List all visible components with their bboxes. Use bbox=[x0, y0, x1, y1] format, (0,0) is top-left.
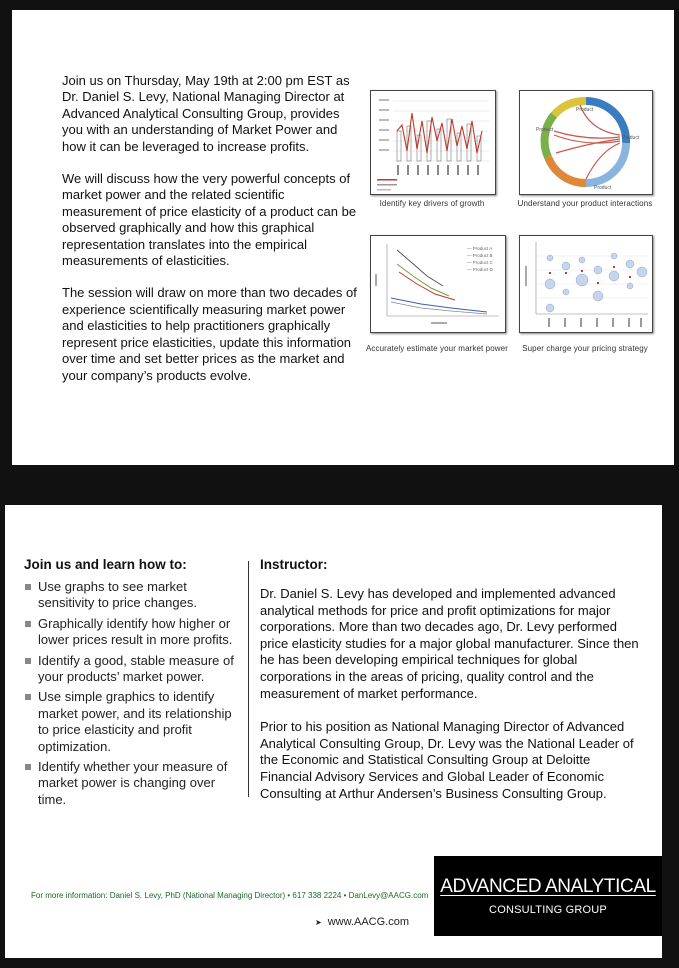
caption-market-power: Accurately estimate your market power bbox=[366, 344, 508, 353]
bullet-square-icon bbox=[25, 621, 31, 627]
intro-paragraph-3: The session will draw on more than two decades of experience scientifically measuring market power and elasticities to help practitioners graphically represent price elasticities, update this information over time and set better prices as the market and your company’s products evolve. bbox=[62, 285, 357, 383]
svg-text:Product: Product bbox=[622, 135, 640, 141]
arrow-icon: ➤ bbox=[315, 918, 322, 927]
list-item: Use simple graphics to identify market power, and its relationship to price elasticity and profit optimization. bbox=[24, 689, 239, 755]
list-item: Graphically identify how higher or lower prices result in more profits. bbox=[24, 616, 239, 649]
thumbnail-market-power-chart bbox=[370, 235, 506, 333]
list-item: Identify a good, stable measure of your products’ market power. bbox=[24, 653, 239, 686]
caption-interactions: Understand your product interactions bbox=[517, 199, 653, 208]
bio-paragraph-2: Prior to his position as National Managing Director of Advanced Analytical Consulting Group, Dr. Levy was the National Leader of the Economic and Statistical Consulting Group at Deloitte Financial Advisory Services and Global Leader of Economic Consulting at Arthur Andersen’s Business Consulting Group. bbox=[260, 719, 634, 801]
thumbnail-interaction-diagram bbox=[519, 90, 653, 195]
svg-text:Product: Product bbox=[576, 107, 594, 113]
svg-text:— Product B: — Product B bbox=[467, 253, 493, 258]
intro-text bbox=[62, 73, 362, 400]
caption-pricing: Super charge your pricing strategy bbox=[522, 344, 648, 353]
top-panel bbox=[12, 10, 674, 465]
bullet-square-icon bbox=[25, 694, 31, 700]
learn-column bbox=[24, 557, 239, 812]
instructor-column bbox=[260, 557, 640, 819]
website-link[interactable]: www.AACG.com bbox=[327, 916, 409, 928]
company-logo bbox=[434, 856, 662, 936]
list-item: Identify whether your measure of market power is changing over time. bbox=[24, 759, 239, 808]
website-line[interactable] bbox=[315, 916, 409, 928]
learn-heading: Join us and learn how to: bbox=[24, 557, 187, 572]
svg-text:— Product C: — Product C bbox=[467, 260, 493, 265]
bottom-panel bbox=[5, 505, 662, 958]
contact-info: For more information: Daniel S. Levy, PhD (National Managing Director) • 617 338 2224 • DanLevy@AACG.com bbox=[31, 891, 429, 900]
intro-paragraph-1: Join us on Thursday, May 19th at 2:00 pm EST as Dr. Daniel S. Levy, National Managing Director at Advanced Analytical Consulting Group, provides you with an understanding of Market Power and how it can be leveraged to increase profits. bbox=[62, 73, 350, 154]
bio-paragraph-1: Dr. Daniel S. Levy has developed and implemented advanced analytical methods for price and profit optimizations for major corporations. More than two decades ago, Dr. Levy performed price elasticity studies for a major global manufacturer. Since then he has been developing empirical techniques for global corporations in the areas of pricing, quality control and the measurement of market performance. bbox=[260, 586, 639, 701]
svg-text:Product: Product bbox=[594, 185, 612, 191]
logo-line-2: CONSULTING GROUP bbox=[489, 904, 607, 916]
instructor-heading: Instructor: bbox=[260, 557, 328, 572]
thumbnail-growth-chart bbox=[370, 90, 496, 195]
column-divider bbox=[248, 561, 249, 797]
intro-paragraph-2: We will discuss how the very powerful concepts of market power and the related scientific measurement of price elasticity of a product can be observed graphically and how this graphical representation translates into the empirical measurements of elasticities. bbox=[62, 171, 357, 269]
svg-text:— Product A: — Product A bbox=[467, 246, 493, 251]
bullet-square-icon bbox=[25, 764, 31, 770]
thumbnail-pricing-bubbles bbox=[519, 235, 653, 333]
caption-growth: Identify key drivers of growth bbox=[379, 199, 485, 208]
logo-line-1: ADVANCED ANALYTICAL bbox=[440, 876, 656, 897]
bullet-square-icon bbox=[25, 658, 31, 664]
bullet-square-icon bbox=[25, 584, 31, 590]
svg-text:Product: Product bbox=[536, 127, 554, 133]
svg-text:— Product D: — Product D bbox=[467, 267, 493, 272]
learn-list bbox=[24, 579, 239, 808]
list-item: Use graphs to see market sensitivity to price changes. bbox=[24, 579, 239, 612]
